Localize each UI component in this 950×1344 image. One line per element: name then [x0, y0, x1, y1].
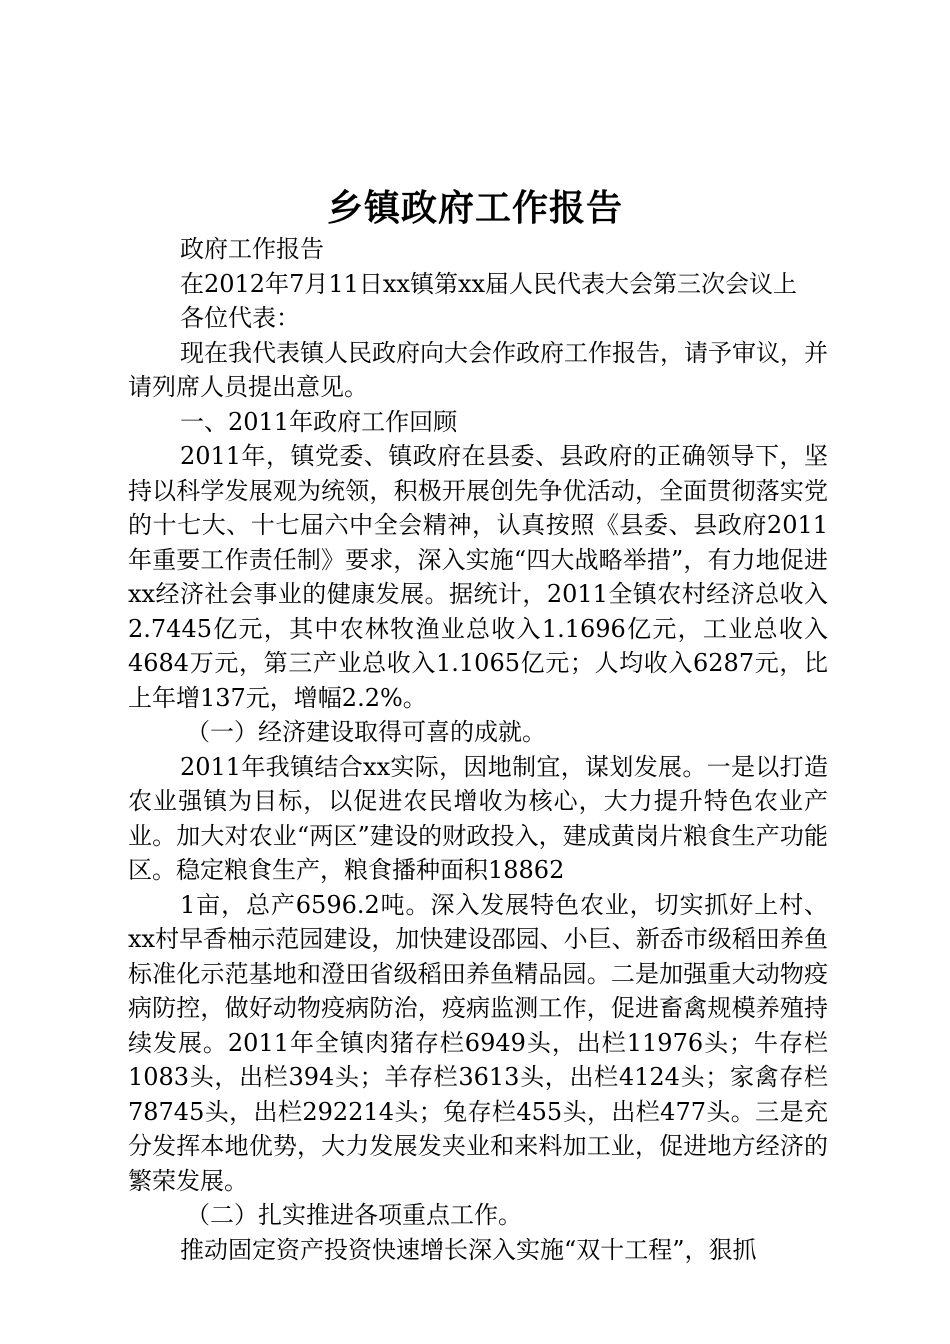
paragraph-economy: 2011年我镇结合xx实际，因地制宜，谋划发展。一是以打造农业强镇为目标，以促进农民增收为核心，大力提升特色农业产业。加大对农业“两区”建设的财政投入，建成黄岗片粮食生产功能区。稳定粮食生产，粮食播种面积18862: [128, 752, 828, 884]
subsection-heading-economy: （一）经济建设取得可喜的成就。: [186, 718, 546, 746]
paragraph-meeting-info: 在2012年7月11日xx镇第xx届人民代表大会第三次会议上: [180, 269, 798, 298]
paragraph-review-summary: 2011年，镇党委、镇政府在县委、县政府的正确领导下，坚持以科学发展观为统领，积极开展创先争优活动，全面贯彻落实党的十七大、十七届六中全会精神，认真按照《县委、县政府2011年重要工作责任制》要求，深入实施“四大战略举措”，有力地促进xx经济社会事业的健康发展。据统计，2011全镇农村经济总收入2.7445亿元，其中农林牧渔业总收入1.1696亿元，工业总收入4684万元，第三产业总收入1.1065亿元；人均收入6287元，比上年增137元，增幅2.2%。: [128, 442, 828, 712]
paragraph-agriculture: 1亩，总产6596.2吨。深入发展特色农业，切实抓好上村、xx村早香柚示范园建设，加快建设邵园、小巨、新岙市级稻田养鱼标准化示范基地和澄田省级稻田养鱼精品园。二是加强重大动物疫病防控，做好动物疫病防治，疫病监测工作，促进畜禽规模养殖持续发展。2011年全镇肉猪存栏6949头，出栏11976头；牛存栏1083头，出栏394头；羊存栏3613头，出栏4124头；家禽存栏78745头，出栏292214头；兔存栏455头，出栏477头。三是充分发挥本地优势，大力发展发夹业和来料加工业，促进地方经济的繁荣发展。: [128, 890, 828, 1195]
paragraph-intro: 现在我代表镇人民政府向大会作政府工作报告，请予审议，并请列席人员提出意见。: [128, 338, 828, 401]
paragraph-subtitle: 政府工作报告: [180, 235, 324, 263]
section-heading-review: 一、2011年政府工作回顾: [180, 407, 458, 436]
subsection-heading-key-work: （二）扎实推进各项重点工作。: [186, 1201, 522, 1229]
document-title: 乡镇政府工作报告: [326, 187, 623, 229]
document-body: [128, 232, 828, 1267]
paragraph-investment: 推动固定资产投资快速增长深入实施“双十工程”，狠抓: [180, 1235, 757, 1264]
paragraph-salutation: 各位代表：: [180, 304, 300, 332]
